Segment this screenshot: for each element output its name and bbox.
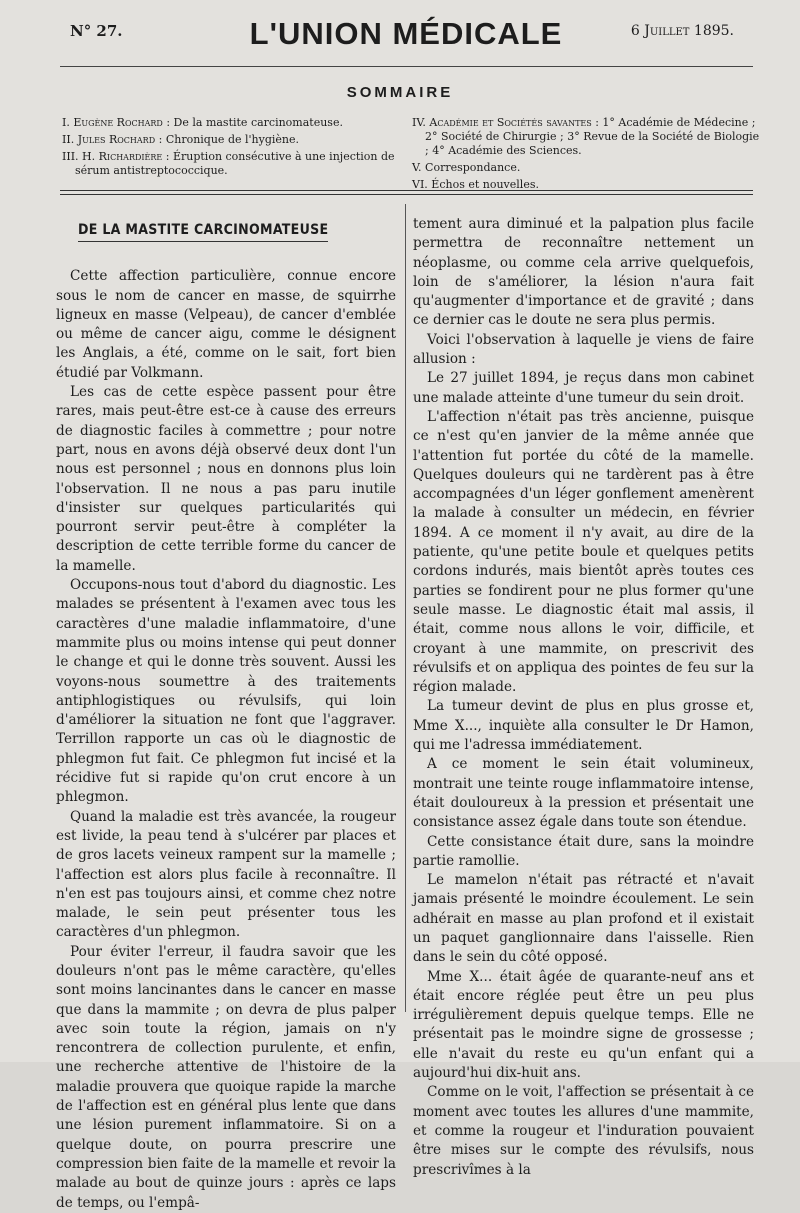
article-title: DE LA MASTITE CARCINOMATEUSE <box>78 221 328 242</box>
paragraph: Pour éviter l'erreur, il faudra savoir que les douleurs n'ont pas le même caractère, qu'elles sont moins lancinantes dans le cancer en masse que dans la mammite ; on devra de plus palper avec soin toute la région, jamais on n'y rencontrera de collection purulente, et enfin, une recherche attentive de l'histoire de la maladie prouvera que quoique rapide la marche de l'affection est en général plus lente que dans une lésion purement inflammatoire. Si on a quelque doute, on pourra prescrire une compression bien faite de la mamelle et revoir la malade au bout de quinze jours : après ce laps de temps, ou l'empâ- <box>56 943 396 1211</box>
column-divider <box>405 204 406 1012</box>
paragraph: Cette affection particulière, connue encore sous le nom de cancer en masse, de squirrhe ligneux en masse (Velpeau), de cancer d'emblée ou même de cancer aigu, comme le désignent les Anglais, a été, comme on le sait, fort bien étudié par Volkmann. <box>56 268 396 381</box>
paragraph: Le mamelon n'était pas rétracté et n'avait jamais présenté le moindre écoulement. Le sein adhérait en masse au plan profond et il existait un paquet ganglionnaire dans l'aisselle. Rien dans le sein du côté opposé. <box>413 872 754 966</box>
issue-number: N° 27. <box>70 22 123 40</box>
masthead <box>56 14 756 58</box>
article-right-column <box>413 215 754 1180</box>
paragraph: Les cas de cette espèce passent pour être rares, mais peut-être est-ce à cause des erreurs de diagnostic faciles à commettre ; pour notre part, nous en avons déjà observé deux dont l'un nous est personnel ; nous en donnons plus loin l'observation. Il ne nous a pas paru inutile d'insister sur quelques particularités qui pourront servir peut-être à compléter la description de cette terrible forme du cancer de la mamelle. <box>56 384 396 574</box>
sommaire-heading: SOMMAIRE <box>346 84 454 101</box>
sommaire-left-column <box>62 116 402 181</box>
toc-entry: III. H. Richardière : Éruption consécutive à une injection de sérum antistreptococcique. <box>62 150 395 177</box>
paragraph: Voici l'observation à laquelle je viens de faire allusion : <box>413 331 754 368</box>
paragraph: Occupons-nous tout d'abord du diagnostic. Les malades se présentent à l'examen avec tous les caractères d'une maladie inflammatoire, d'une mammite plus ou moins intense qui peut donner le change et qui le donne très souvent. Aussi les voyons-nous soumettre à des traitements antiphlogistiques ou révulsifs, qui loin d'améliorer la situation ne font que l'aggraver. Terrillon rapporte un cas où le diagnostic de phlegmon fut fait. Ce phlegmon fut incisé et la récidive fut si rapide qu'on crut encore à un phlegmon. <box>56 577 396 806</box>
article-left-column <box>56 215 396 1213</box>
sommaire-double-rule <box>60 190 753 195</box>
paragraph: tement aura diminué et la palpation plus facile permettra de reconnaître nettement un néoplasme, ou comme cela arrive quelquefois, loin de s'améliorer, la lésion n'aura fait qu'augmenter d'importance et de gravité ; dans ce dernier cas le doute ne sera plus permis. <box>413 216 754 329</box>
paragraph: Quand la maladie est très avancée, la rougeur est livide, la peau tend à s'ulcérer par places et de gros lacets veineux rampent sur la mamelle ; l'affection est alors plus facile à reconnaître. Il n'en est pas toujours ainsi, et comme chez notre malade, le sein peut présenter tous les caractères d'un phlegmon. <box>56 808 396 941</box>
toc-entry: IV. Académie et Sociétés savantes : 1° Académie de Médecine ; 2° Société de Chirurgie ; 3° Revue de la Société de Biologie ; 4° Académie des Sciences. <box>412 116 760 157</box>
paragraph: Mme X... était âgée de quarante-neuf ans et était encore réglée peut être un peu plus irrégulièrement depuis quelque temps. Elle ne présentait pas le moindre signe de grossesse ; elle n'avait du reste eu qu'un enfant qui a aujourd'hui dix-huit ans. <box>413 968 754 1082</box>
paragraph: Le 27 juillet 1894, je reçus dans mon cabinet une malade atteinte d'une tumeur du sein droit. <box>413 370 754 406</box>
paragraph: La tumeur devint de plus en plus grosse et, Mme X..., inquiète alla consulter le Dr Hamon, qui me l'adressa immédiatement. <box>413 698 754 754</box>
toc-entry: II. Jules Rochard : Chronique de l'hygiène. <box>62 133 299 146</box>
paragraph: Comme on le voit, l'affection se présentait à ce moment avec toutes les allures d'une mammite, et comme la rougeur et l'induration pouvaient être mises sur le compte des révulsifs, nous prescrivîmes à la <box>413 1084 754 1178</box>
issue-date: 6 Juillet 1895. <box>630 23 734 39</box>
journal-title: L'UNION MÉDICALE <box>249 16 563 51</box>
paragraph: A ce moment le sein était volumineux, montrait une teinte rouge inflammatoire intense, était douloureux à la pression et présentait une consistance assez égale dans toute son étendue. <box>413 756 754 831</box>
paragraph: L'affection n'était pas très ancienne, puisque ce n'est qu'en janvier de la même année que l'attention fut portée du côté de la mamelle. Quelques douleurs qui ne tardèrent pas à être accompagnées d'un léger gonflement amenèrent la malade à consulter un médecin, en février 1894. A ce moment il n'y avait, au dire de la patiente, qu'une petite boule et quelques petits cordons indurés, mais bientôt après toutes ces parties se fondirent pour ne plus former qu'une seule masse. Le diagnostic était mal assis, il était, comme nous allons le voir, difficile, et croyant à une mammite, on prescrivit des révulsifs et on appliqua des pointes de feu sur la région malade. <box>413 408 754 696</box>
toc-entry: VI. Échos et nouvelles. <box>412 178 539 191</box>
toc-entry: V. Correspondance. <box>412 161 521 174</box>
toc-entry: I. Eugène Rochard : De la mastite carcinomateuse. <box>62 116 343 129</box>
sommaire-right-column <box>412 116 762 195</box>
header-rule <box>60 66 753 67</box>
paragraph: Cette consistance était dure, sans la moindre partie ramollie. <box>413 833 754 869</box>
